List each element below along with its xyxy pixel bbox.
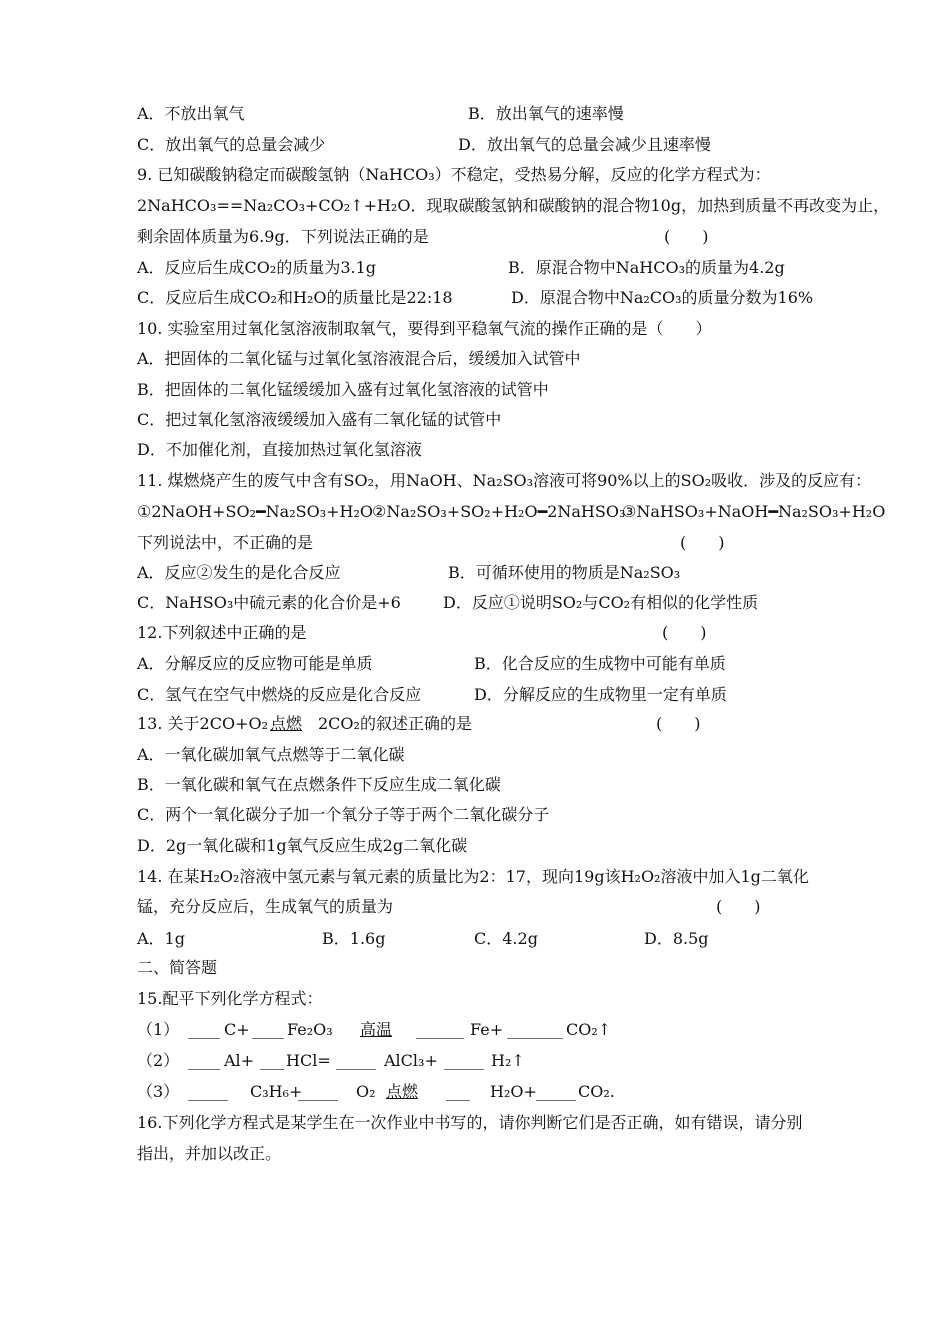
q11-option-c: C．NaHSO₃中硫元素的化合价是+6 [137,593,401,612]
q15-eq1-blank-4[interactable]: _______ [507,1020,563,1039]
q15-eq1-term-4: CO₂↑ [566,1020,612,1039]
q15-eq2-term-3: AlCl₃+ [384,1051,438,1070]
q15-eq2-blank-3[interactable]: _____ [336,1051,376,1070]
q16-stem-line1: 16.下列化学方程式是某学生在一次作业中书写的，请你判断它们是否正确，如有错误，请分别 [137,1113,803,1132]
q15-eq1-blank-1[interactable]: ____ [188,1020,220,1039]
q15-eq3-condition: 点燃 [386,1082,419,1101]
q14-option-c: C．4.2g [474,929,538,948]
q15-eq3-blank-3[interactable]: ___ [446,1082,470,1101]
q9-option-c: C．反应后生成CO₂和H₂O的质量比是22:18 [137,288,453,307]
q15-eq1-blank-3[interactable]: ______ [416,1020,464,1039]
q11-option-b: B．可循环使用的物质是Na₂SO₃ [448,563,681,582]
q13-stem-pre: 13. 关于2CO+O₂ [137,714,269,733]
q15-eq3-term-3: H₂O+ [490,1082,537,1101]
q15-eq1-term-2: Fe₂O₃ [287,1020,333,1039]
q9-answer-paren: ( ) [664,227,709,246]
q15-eq2-number: （2） [137,1051,180,1070]
q14-answer-paren: ( ) [716,897,761,916]
q15-eq2-blank-4[interactable]: _____ [444,1051,484,1070]
q15-eq1-term-1: C+ [224,1020,250,1039]
q15-eq1-term-3: Fe+ [470,1020,504,1039]
q10-option-c: C．把过氧化氢溶液缓缓加入盛有二氧化锰的试管中 [137,410,502,429]
q15-eq1-blank-2[interactable]: ____ [252,1020,284,1039]
q15-eq3-term-1: C₃H₆+ [250,1082,303,1101]
q12-stem: 12.下列叙述中正确的是 [137,623,307,642]
q12-option-b: B．化合反应的生成物中可能有单质 [474,654,726,673]
q9-stem-line2: 2NaHCO₃==Na₂CO₃+CO₂↑+H₂O．现取碳酸氢钠和碳酸钠的混合物10g，加热到质量不再改变为止， [137,196,890,215]
q9-option-b: B．原混合物中NaHCO₃的质量为4.2g [508,258,785,277]
q10-stem: 10. 实验室用过氧化氢溶液制取氧气，要得到平稳氧气流的操作正确的是（ ） [137,319,712,338]
q13-answer-paren: ( ) [656,714,701,733]
q13-option-d: D．2g一氧化碳和1g氧气反应生成2g二氧化碳 [137,836,468,855]
q15-eq3-blank-1[interactable]: _____ [188,1082,228,1101]
q12-answer-paren: ( ) [662,623,707,642]
q14-stem-line1: 14. 在某H₂O₂溶液中氢元素与氧元素的质量比为2：17，现向19g该H₂O₂溶液中加入1g二氧化 [137,867,809,886]
q9-stem-line1: 9. 已知碳酸钠稳定而碳酸氢钠（NaHCO₃）不稳定，受热易分解，反应的化学方程式为： [137,165,771,184]
q15-eq2-term-4: H₂↑ [491,1051,525,1070]
q10-option-b: B．把固体的二氧化锰缓缓加入盛有过氧化氢溶液的试管中 [137,380,549,399]
q13-option-b: B．一氧化碳和氧气在点燃条件下反应生成二氧化碳 [137,775,501,794]
q11-option-a: A．反应②发生的是化合反应 [137,563,341,582]
q9-option-d: D．原混合物中Na₂CO₃的质量分数为16% [511,288,814,307]
q10-option-a: A．把固体的二氧化锰与过氧化氢溶液混合后，缓缓加入试管中 [137,349,581,368]
q15-eq3-term-2: O₂ [356,1082,376,1101]
q12-option-a: A．分解反应的反应物可能是单质 [137,654,373,673]
q15-eq3-blank-2[interactable]: _____ [298,1082,338,1101]
q8-option-c: C．放出氧气的总量会减少 [137,135,326,154]
q13-option-a: A．一氧化碳加氧气点燃等于二氧化碳 [137,745,405,764]
section-heading: 二、简答题 [137,958,218,977]
q15-eq1-condition: 高温 [360,1020,393,1039]
q11-stem-line2: 下列说法中，不正确的是 [137,533,314,552]
q11-answer-paren: ( ) [680,533,725,552]
q14-stem-line2: 锰，充分反应后，生成氧气的质量为 [137,897,394,916]
q11-stem-line1: 11. 煤燃烧产生的废气中含有SO₂，用NaOH、Na₂SO₃溶液可将90%以上的SO₂吸收．涉及的反应有： [137,471,872,490]
q12-option-d: D．分解反应的生成物里一定有单质 [474,685,727,704]
q15-eq3-blank-4[interactable]: _____ [536,1082,576,1101]
q11-reaction-3: ③NaHSO₃+NaOH━Na₂SO₃+H₂O [622,502,886,521]
q15-eq1-number: （1） [137,1020,180,1039]
q14-option-a: A．1g [137,929,185,948]
q15-eq2-term-1: Al+ [224,1051,255,1070]
q15-eq2-blank-2[interactable]: ___ [260,1051,284,1070]
q15-stem: 15.配平下列化学方程式： [137,989,323,1008]
q15-eq2-term-2: HCl= [286,1051,331,1070]
q11-reaction-2: ②Na₂SO₃+SO₂+H₂O━2NaHSO₃ [372,502,626,521]
q9-option-a: A．反应后生成CO₂的质量为3.1g [137,258,377,277]
q14-option-d: D．8.5g [644,929,709,948]
q8-option-a: A．不放出氧气 [137,104,245,123]
q16-stem-line2: 指出，并加以改正。 [137,1144,282,1163]
q15-eq3-number: （3） [137,1082,180,1101]
q15-eq3-term-4: CO₂. [578,1082,615,1101]
q13-reaction-condition: 点燃 [270,714,303,733]
q8-option-d: D．放出氧气的总量会减少且速率慢 [458,135,711,154]
q10-option-d: D．不加催化剂，直接加热过氧化氢溶液 [137,440,422,459]
q9-stem-line3: 剩余固体质量为6.9g．下列说法正确的是 [137,227,429,246]
q11-option-d: D．反应①说明SO₂与CO₂有相似的化学性质 [443,593,759,612]
q8-option-b: B．放出氧气的速率慢 [468,104,624,123]
q13-stem-post: 2CO₂的叙述正确的是 [318,714,472,733]
q11-reaction-1: ①2NaOH+SO₂━Na₂SO₃+H₂O [137,502,373,521]
q12-option-c: C．氢气在空气中燃烧的反应是化合反应 [137,685,422,704]
q14-option-b: B．1.6g [322,929,386,948]
q13-option-c: C．两个一氧化碳分子加一个氧分子等于两个二氧化碳分子 [137,805,550,824]
q15-eq2-blank-1[interactable]: ____ [188,1051,220,1070]
